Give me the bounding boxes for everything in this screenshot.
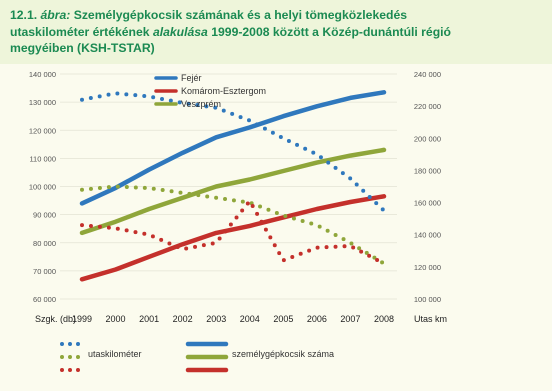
left-tick-label: 110 000: [29, 154, 56, 164]
right-tick-label: 140 000: [413, 230, 441, 240]
right-tick-label: 100 000: [413, 295, 441, 304]
legend-label: Fejér: [181, 73, 202, 83]
title-line2c: 1999-2008 között a Közép-dunántúli régió: [211, 24, 451, 39]
bottom-legend: [62, 344, 334, 370]
chart-legend: [156, 73, 266, 109]
right-axis-unit: Utas km: [414, 314, 448, 324]
title-line1: Személygépkocsik számának és a helyi tömegközlekedés: [73, 8, 407, 22]
x-tick-label: 2006: [306, 314, 327, 324]
left-tick-label: 70 000: [33, 266, 56, 276]
left-tick-label: 130 000: [28, 98, 56, 108]
title-line2a: utaskilométer értékének: [10, 24, 150, 39]
chart-svg: [0, 64, 552, 391]
left-tick-label: 120 000: [28, 126, 56, 136]
x-tick-label: 2002: [172, 314, 193, 324]
right-axis-ticks: [414, 70, 441, 304]
right-tick-label: 160 000: [413, 198, 441, 208]
right-tick-label: 220 000: [413, 102, 441, 112]
left-tick-label: 100 000: [28, 182, 56, 192]
left-axis-unit: Szgk. (db): [35, 314, 77, 324]
series-dots-Fejér: [82, 93, 384, 210]
right-tick-label: 240 000: [413, 70, 441, 79]
left-tick-label: 140 000: [28, 70, 56, 79]
series-dots-Veszprém: [82, 187, 384, 264]
x-tick-label: 2007: [340, 314, 361, 324]
right-tick-label: 120 000: [413, 262, 441, 272]
title-number: 12.1.: [10, 8, 38, 22]
bottom-legend-dotted-label: utaskilométer: [88, 349, 142, 359]
series-line-Komárom-Esztergom: [82, 196, 384, 279]
legend-label: Veszprém: [181, 99, 222, 109]
left-tick-label: 90 000: [33, 210, 56, 220]
title-line2b: alakulása: [152, 24, 208, 39]
series-group: [82, 92, 384, 279]
left-tick-label: 60 000: [33, 295, 56, 304]
bottom-legend-solid-label: személygépkocsik száma: [232, 349, 335, 359]
right-tick-label: 180 000: [413, 166, 441, 176]
x-tick-label: 2000: [105, 314, 126, 324]
series-dots-Komárom-Esztergom: [82, 201, 384, 264]
title-label: ábra:: [40, 8, 71, 22]
left-axis-ticks: [29, 70, 56, 304]
series-line-Veszprém: [82, 150, 384, 233]
x-tick-label: 2008: [373, 314, 395, 324]
left-tick-label: 80 000: [33, 238, 56, 248]
x-tick-label: 2005: [273, 314, 294, 324]
title-line3: megyéiben (KSH-TSTAR): [10, 41, 155, 55]
x-tick-label: 1999: [71, 314, 93, 324]
x-tick-label: 2001: [139, 314, 160, 324]
x-tick-label: 2003: [206, 314, 227, 324]
chart-area: [0, 64, 552, 391]
legend-label: Komárom-Esztergom: [181, 86, 267, 96]
right-tick-label: 200 000: [413, 134, 441, 144]
x-tick-label: 2004: [239, 314, 260, 324]
chart-title: [10, 7, 540, 57]
x-axis-ticks: [72, 314, 394, 324]
